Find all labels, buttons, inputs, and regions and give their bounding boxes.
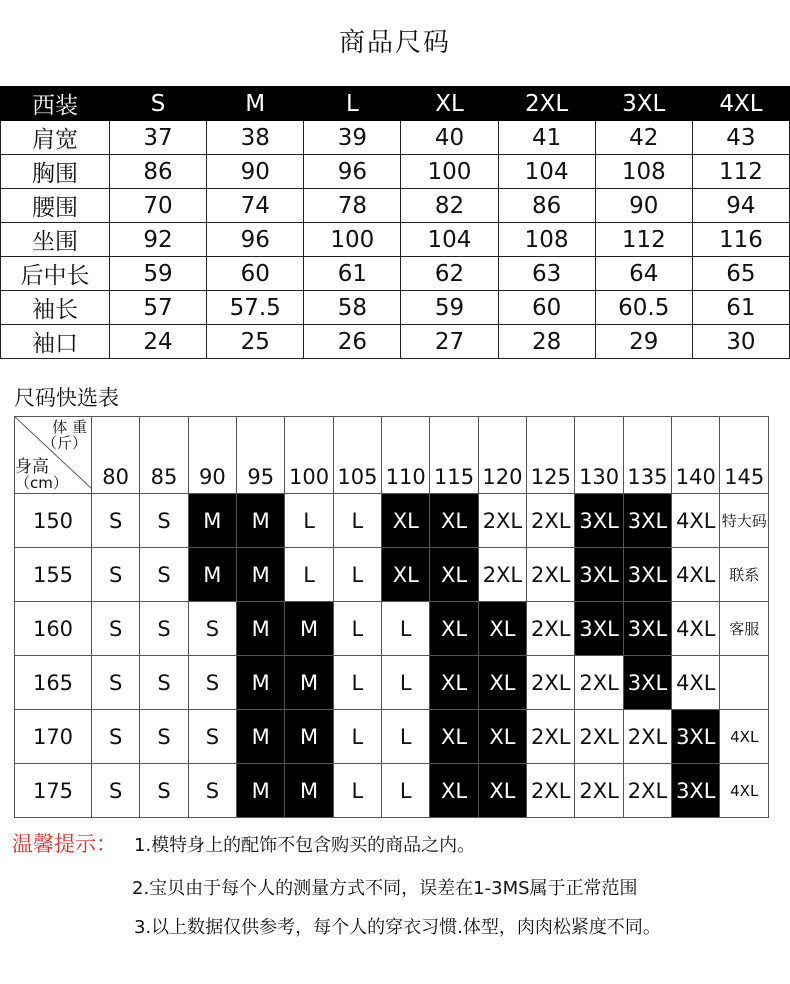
- size-recommendation-cell: S: [188, 656, 236, 710]
- size-recommendation-cell: [720, 656, 769, 710]
- size-recommendation-cell: L: [382, 602, 430, 656]
- size-recommendation-cell: L: [382, 764, 430, 818]
- size-recommendation-cell: L: [285, 548, 333, 602]
- height-cell: 170: [15, 710, 92, 764]
- size-table: [0, 86, 790, 359]
- size-recommendation-cell: XL: [382, 494, 430, 548]
- size-cell: 61: [304, 257, 401, 291]
- size-recommendation-cell: 3XL: [623, 656, 671, 710]
- size-cell: 74: [207, 189, 304, 223]
- size-cell: 64: [595, 257, 692, 291]
- size-recommendation-cell: 3XL: [623, 548, 671, 602]
- size-recommendation-cell: M: [188, 548, 236, 602]
- row-label: 后中长: [1, 257, 110, 291]
- size-row: [1, 325, 790, 359]
- size-recommendation-cell: S: [92, 602, 140, 656]
- size-recommendation-cell: S: [140, 494, 188, 548]
- weight-header-cell: 100: [285, 417, 333, 494]
- size-cell: 30: [692, 325, 789, 359]
- size-cell: 108: [498, 223, 595, 257]
- size-recommendation-cell: 4XL: [672, 602, 720, 656]
- size-recommendation-cell: 3XL: [623, 494, 671, 548]
- size-recommendation-cell: 2XL: [527, 656, 575, 710]
- height-row: [15, 494, 769, 548]
- size-cell: 38: [207, 121, 304, 155]
- height-row: [15, 656, 769, 710]
- size-recommendation-cell: M: [237, 602, 285, 656]
- size-recommendation-cell: M: [237, 548, 285, 602]
- size-recommendation-cell: XL: [478, 710, 526, 764]
- size-cell: 86: [498, 189, 595, 223]
- size-cell: 86: [110, 155, 207, 189]
- size-recommendation-cell: L: [382, 710, 430, 764]
- size-recommendation-cell: 3XL: [575, 494, 623, 548]
- size-cell: 104: [401, 223, 498, 257]
- row-label: 腰围: [1, 189, 110, 223]
- tip-item: 3.以上数据仅供参考，每个人的穿衣习惯.体型，肉肉松紧度不同。: [134, 917, 661, 938]
- size-recommendation-cell: 2XL: [623, 710, 671, 764]
- size-recommendation-cell: L: [333, 494, 381, 548]
- size-cell: 58: [304, 291, 401, 325]
- size-recommendation-cell: 3XL: [575, 602, 623, 656]
- size-recommendation-cell: L: [333, 548, 381, 602]
- size-recommendation-cell: 2XL: [623, 764, 671, 818]
- size-recommendation-cell: 2XL: [575, 710, 623, 764]
- size-cell: 82: [401, 189, 498, 223]
- size-row: [1, 257, 790, 291]
- header-cell: 3XL: [595, 87, 692, 121]
- header-cell: 2XL: [498, 87, 595, 121]
- size-recommendation-cell: S: [92, 656, 140, 710]
- size-cell: 28: [498, 325, 595, 359]
- height-cell: 150: [15, 494, 92, 548]
- size-recommendation-cell: L: [285, 494, 333, 548]
- row-label: 胸围: [1, 155, 110, 189]
- size-row: [1, 121, 790, 155]
- size-recommendation-cell: 2XL: [575, 764, 623, 818]
- size-recommendation-cell: S: [188, 710, 236, 764]
- quick-chart-title: 尺码快选表: [14, 386, 119, 410]
- size-recommendation-cell: XL: [478, 656, 526, 710]
- size-recommendation-cell: 2XL: [527, 548, 575, 602]
- size-cell: 41: [498, 121, 595, 155]
- height-cell: 160: [15, 602, 92, 656]
- size-recommendation-cell: XL: [382, 548, 430, 602]
- header-cell: M: [207, 87, 304, 121]
- size-cell: 96: [207, 223, 304, 257]
- tip-item: 2.宝贝由于每个人的测量方式不同，误差在1-3MS属于正常范围: [132, 878, 638, 899]
- size-cell: 100: [401, 155, 498, 189]
- size-recommendation-cell: S: [188, 602, 236, 656]
- size-cell: 112: [595, 223, 692, 257]
- size-recommendation-cell: M: [237, 764, 285, 818]
- size-cell: 57.5: [207, 291, 304, 325]
- weight-header-cell: 80: [92, 417, 140, 494]
- size-cell: 92: [110, 223, 207, 257]
- height-cell: 165: [15, 656, 92, 710]
- size-recommendation-cell: 2XL: [527, 710, 575, 764]
- size-cell: 40: [401, 121, 498, 155]
- size-recommendation-cell: S: [92, 494, 140, 548]
- size-recommendation-cell: S: [140, 548, 188, 602]
- size-cell: 61: [692, 291, 789, 325]
- size-recommendation-cell: S: [140, 764, 188, 818]
- size-recommendation-cell: XL: [430, 710, 478, 764]
- size-recommendation-cell: 3XL: [575, 548, 623, 602]
- corner-cell: [15, 417, 92, 494]
- size-recommendation-cell: S: [140, 602, 188, 656]
- size-recommendation-cell: 联系: [720, 548, 769, 602]
- weight-header-cell: 105: [333, 417, 381, 494]
- size-recommendation-cell: 4XL: [672, 656, 720, 710]
- size-cell: 90: [595, 189, 692, 223]
- page-title: 商品尺码: [338, 28, 451, 58]
- size-cell: 62: [401, 257, 498, 291]
- height-cell: 175: [15, 764, 92, 818]
- size-recommendation-cell: 4XL: [720, 710, 769, 764]
- size-recommendation-cell: M: [237, 656, 285, 710]
- size-recommendation-cell: 2XL: [527, 764, 575, 818]
- weight-header-cell: 130: [575, 417, 623, 494]
- size-cell: 70: [110, 189, 207, 223]
- size-recommendation-cell: 3XL: [672, 710, 720, 764]
- size-recommendation-cell: 2XL: [478, 494, 526, 548]
- size-recommendation-cell: M: [188, 494, 236, 548]
- size-recommendation-cell: 4XL: [720, 764, 769, 818]
- weight-header-cell: 95: [237, 417, 285, 494]
- size-cell: 57: [110, 291, 207, 325]
- size-recommendation-cell: M: [285, 602, 333, 656]
- weight-label: 体 重: [52, 418, 87, 436]
- weight-header-cell: 110: [382, 417, 430, 494]
- size-recommendation-cell: 3XL: [623, 602, 671, 656]
- size-cell: 59: [401, 291, 498, 325]
- size-recommendation-cell: 特大码: [720, 494, 769, 548]
- size-cell: 43: [692, 121, 789, 155]
- size-row: [1, 223, 790, 257]
- weight-axis-label: [42, 419, 87, 451]
- height-label: 身高: [15, 457, 49, 477]
- weight-header-row: [15, 417, 769, 494]
- height-row: [15, 710, 769, 764]
- weight-header-cell: 115: [430, 417, 478, 494]
- row-label: 坐围: [1, 223, 110, 257]
- size-cell: 60.5: [595, 291, 692, 325]
- row-label: 袖口: [1, 325, 110, 359]
- weight-header-cell: 135: [623, 417, 671, 494]
- weight-header-cell: 125: [527, 417, 575, 494]
- header-cell: XL: [401, 87, 498, 121]
- size-recommendation-cell: L: [333, 656, 381, 710]
- header-cell: L: [304, 87, 401, 121]
- height-unit: （cm）: [15, 474, 68, 492]
- weight-header-cell: 140: [672, 417, 720, 494]
- size-recommendation-cell: XL: [430, 548, 478, 602]
- size-row: [1, 291, 790, 325]
- size-recommendation-cell: L: [382, 656, 430, 710]
- size-recommendation-cell: XL: [478, 764, 526, 818]
- height-row: [15, 602, 769, 656]
- size-recommendation-cell: L: [333, 710, 381, 764]
- size-cell: 59: [110, 257, 207, 291]
- size-cell: 37: [110, 121, 207, 155]
- size-cell: 90: [207, 155, 304, 189]
- size-cell: 112: [692, 155, 789, 189]
- size-recommendation-cell: S: [140, 710, 188, 764]
- size-cell: 60: [498, 291, 595, 325]
- size-cell: 29: [595, 325, 692, 359]
- size-recommendation-cell: 2XL: [575, 656, 623, 710]
- size-recommendation-cell: S: [92, 548, 140, 602]
- size-recommendation-cell: 2XL: [527, 494, 575, 548]
- weight-header-cell: 85: [140, 417, 188, 494]
- size-cell: 27: [401, 325, 498, 359]
- size-recommendation-cell: XL: [430, 764, 478, 818]
- size-recommendation-cell: 2XL: [478, 548, 526, 602]
- row-label: 袖长: [1, 291, 110, 325]
- size-recommendation-cell: S: [92, 764, 140, 818]
- size-recommendation-cell: XL: [430, 602, 478, 656]
- height-row: [15, 764, 769, 818]
- size-recommendation-cell: XL: [478, 602, 526, 656]
- size-recommendation-cell: 2XL: [527, 602, 575, 656]
- size-cell: 100: [304, 223, 401, 257]
- size-row: [1, 155, 790, 189]
- size-cell: 42: [595, 121, 692, 155]
- row-label: 肩宽: [1, 121, 110, 155]
- size-recommendation-cell: 客服: [720, 602, 769, 656]
- size-recommendation-cell: L: [333, 602, 381, 656]
- size-table-header: [1, 87, 790, 121]
- size-recommendation-cell: M: [285, 656, 333, 710]
- size-recommendation-cell: M: [285, 764, 333, 818]
- size-recommendation-cell: L: [333, 764, 381, 818]
- size-recommendation-cell: XL: [430, 656, 478, 710]
- size-recommendation-cell: S: [140, 656, 188, 710]
- weight-header-cell: 145: [720, 417, 769, 494]
- weight-header-cell: 120: [478, 417, 526, 494]
- weight-header-cell: 90: [188, 417, 236, 494]
- size-cell: 63: [498, 257, 595, 291]
- header-cell: S: [110, 87, 207, 121]
- size-cell: 78: [304, 189, 401, 223]
- quick-size-chart: [14, 416, 769, 818]
- size-recommendation-cell: 4XL: [672, 494, 720, 548]
- size-cell: 24: [110, 325, 207, 359]
- size-recommendation-cell: M: [237, 494, 285, 548]
- size-recommendation-cell: M: [285, 710, 333, 764]
- size-cell: 39: [304, 121, 401, 155]
- size-recommendation-cell: S: [92, 710, 140, 764]
- size-cell: 104: [498, 155, 595, 189]
- weight-unit: （斤）: [41, 434, 87, 452]
- size-cell: 25: [207, 325, 304, 359]
- header-cell: 西装: [1, 87, 110, 121]
- size-cell: 116: [692, 223, 789, 257]
- size-row: [1, 189, 790, 223]
- height-row: [15, 548, 769, 602]
- height-axis-label: [15, 459, 68, 491]
- size-cell: 65: [692, 257, 789, 291]
- size-recommendation-cell: 4XL: [672, 548, 720, 602]
- header-cell: 4XL: [692, 87, 789, 121]
- size-cell: 60: [207, 257, 304, 291]
- size-recommendation-cell: XL: [430, 494, 478, 548]
- tip-item: 1.模特身上的配饰不包含购买的商品之内。: [134, 835, 476, 856]
- size-cell: 108: [595, 155, 692, 189]
- size-recommendation-cell: S: [188, 764, 236, 818]
- size-cell: 94: [692, 189, 789, 223]
- size-cell: 96: [304, 155, 401, 189]
- size-recommendation-cell: 3XL: [672, 764, 720, 818]
- size-recommendation-cell: M: [237, 710, 285, 764]
- tips-label: 温馨提示：: [12, 832, 117, 856]
- size-cell: 26: [304, 325, 401, 359]
- height-cell: 155: [15, 548, 92, 602]
